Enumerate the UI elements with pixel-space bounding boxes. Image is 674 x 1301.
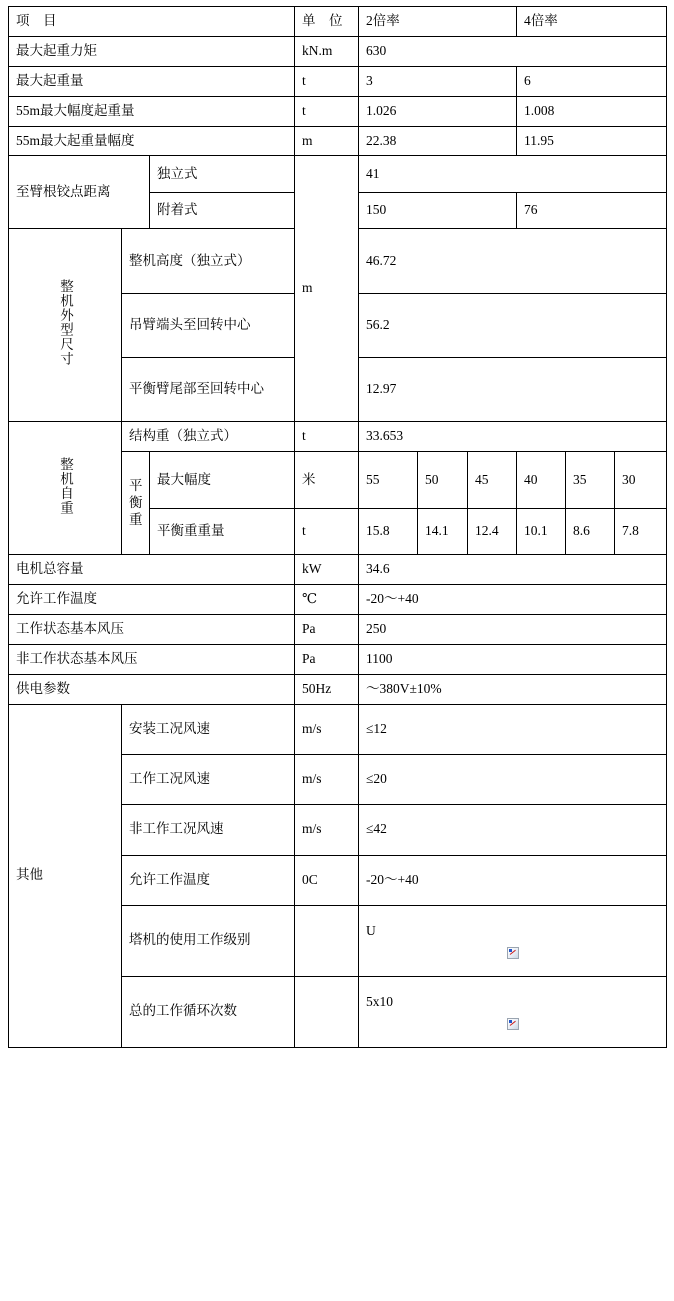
- row-label-max-moment: 最大起重力矩: [9, 36, 295, 66]
- cw-radius-3: 45: [468, 452, 517, 509]
- table-row: [9, 126, 667, 156]
- other-value-work-temp: -20～+40: [359, 855, 667, 905]
- table-row: [9, 36, 667, 66]
- row-unit-cw-weight: t: [295, 508, 359, 555]
- row-value-free-standing: 41: [359, 156, 667, 193]
- row-label-overall-dims: 整机外型尺寸: [9, 229, 122, 422]
- cw-weight-4: 10.1: [517, 508, 566, 555]
- other-value-nonworking-wind: ≤42: [359, 805, 667, 855]
- row-unit-power-supply: 50Hz: [295, 674, 359, 704]
- row-label-free-standing: 独立式: [150, 156, 295, 193]
- row-value-dim-height: 46.72: [359, 229, 667, 293]
- broken-image-icon: [507, 1018, 519, 1030]
- row-label-counterweight: 平衡重: [122, 452, 150, 555]
- row-unit-work-temp: ℃: [295, 585, 359, 615]
- other-value-work-class-text: U: [366, 923, 376, 939]
- table-row-header: [9, 7, 667, 37]
- row-unit-radius-55m: m: [295, 126, 359, 156]
- other-label-nonworking-wind: 非工作工况风速: [122, 805, 295, 855]
- row-label-other: 其他: [9, 704, 122, 1047]
- other-unit-install-wind: m/s: [295, 704, 359, 754]
- other-value-install-wind: ≤12: [359, 704, 667, 754]
- row-value-radius-55m-4x: 11.95: [517, 126, 667, 156]
- row-value-max-load-2x: 3: [359, 66, 517, 96]
- row-value-dim-jib: 56.2: [359, 293, 667, 357]
- row-value-load-55m-4x: 1.008: [517, 96, 667, 126]
- other-label-work-class: 塔机的使用工作级别: [122, 905, 295, 976]
- row-label-cw-weight: 平衡重重量: [150, 508, 295, 555]
- row-value-nonworking-wind: 1100: [359, 645, 667, 675]
- row-label-work-temp: 允许工作温度: [9, 585, 295, 615]
- other-unit-work-class: [295, 905, 359, 976]
- other-unit-nonworking-wind: m/s: [295, 805, 359, 855]
- other-value-total-cycles: [359, 976, 667, 1047]
- other-value-work-class: [359, 905, 667, 976]
- table-row: [9, 674, 667, 704]
- row-value-power-supply: ～380V±10%: [359, 674, 667, 704]
- row-unit-load-55m: t: [295, 96, 359, 126]
- row-label-structure-weight: 结构重（独立式）: [122, 422, 295, 452]
- row-label-nonworking-wind: 非工作状态基本风压: [9, 645, 295, 675]
- row-unit-working-wind: Pa: [295, 615, 359, 645]
- row-unit-max-radius: 米: [295, 452, 359, 509]
- table-row: [9, 645, 667, 675]
- row-value-max-load-4x: 6: [517, 66, 667, 96]
- row-value-structure-weight: 33.653: [359, 422, 667, 452]
- row-label-machine-weight: 整机自重: [9, 422, 122, 555]
- row-unit-motor-capacity: kW: [295, 555, 359, 585]
- other-value-total-cycles-text: 5x10: [366, 994, 393, 1010]
- row-unit-structure-weight: t: [295, 422, 359, 452]
- row-label-power-supply: 供电参数: [9, 674, 295, 704]
- cw-weight-1: 15.8: [359, 508, 418, 555]
- row-value-dim-counterjib: 12.97: [359, 358, 667, 422]
- broken-image-placeholder-row: [366, 944, 659, 958]
- row-unit-nonworking-wind: Pa: [295, 645, 359, 675]
- other-unit-working-wind: m/s: [295, 755, 359, 805]
- row-label-hinge-distance: 至臂根铰点距离: [9, 156, 150, 229]
- other-label-working-wind: 工作工况风速: [122, 755, 295, 805]
- cw-radius-5: 35: [566, 452, 615, 509]
- crane-specification-table: [8, 6, 667, 1048]
- cw-weight-5: 8.6: [566, 508, 615, 555]
- cw-weight-2: 14.1: [418, 508, 468, 555]
- row-unit-dims: m: [295, 156, 359, 422]
- cw-weight-3: 12.4: [468, 508, 517, 555]
- table-row: [9, 704, 667, 754]
- row-unit-max-moment: kN.m: [295, 36, 359, 66]
- cw-radius-1: 55: [359, 452, 418, 509]
- other-unit-total-cycles: [295, 976, 359, 1047]
- cw-weight-6: 7.8: [615, 508, 667, 555]
- other-value-working-wind: ≤20: [359, 755, 667, 805]
- row-label-attached: 附着式: [150, 192, 295, 229]
- broken-image-icon: [507, 947, 519, 959]
- table-row: [9, 555, 667, 585]
- row-value-attached-2x: 150: [359, 192, 517, 229]
- header-item: 项 目: [9, 7, 295, 37]
- row-label-max-load: 最大起重量: [9, 66, 295, 96]
- table-row: [9, 96, 667, 126]
- broken-image-placeholder-row: [366, 1015, 659, 1029]
- cw-radius-4: 40: [517, 452, 566, 509]
- row-label-max-radius: 最大幅度: [150, 452, 295, 509]
- row-value-work-temp: -20～+40: [359, 585, 667, 615]
- row-value-load-55m-2x: 1.026: [359, 96, 517, 126]
- header-unit: 单 位: [295, 7, 359, 37]
- row-label-radius-55m: 55m最大起重量幅度: [9, 126, 295, 156]
- cw-radius-2: 50: [418, 452, 468, 509]
- table-row: [9, 66, 667, 96]
- row-value-attached-4x: 76: [517, 192, 667, 229]
- other-label-total-cycles: 总的工作循环次数: [122, 976, 295, 1047]
- row-unit-max-load: t: [295, 66, 359, 96]
- other-unit-work-temp: 0C: [295, 855, 359, 905]
- row-value-motor-capacity: 34.6: [359, 555, 667, 585]
- row-label-dim-height: 整机高度（独立式）: [122, 229, 295, 293]
- row-value-radius-55m-2x: 22.38: [359, 126, 517, 156]
- row-value-max-moment: 630: [359, 36, 667, 66]
- cw-radius-6: 30: [615, 452, 667, 509]
- table-row: [9, 156, 667, 193]
- row-value-working-wind: 250: [359, 615, 667, 645]
- header-4x: 4倍率: [517, 7, 667, 37]
- row-label-working-wind: 工作状态基本风压: [9, 615, 295, 645]
- row-label-motor-capacity: 电机总容量: [9, 555, 295, 585]
- other-label-install-wind: 安装工况风速: [122, 704, 295, 754]
- table-row: [9, 585, 667, 615]
- row-label-load-55m: 55m最大幅度起重量: [9, 96, 295, 126]
- row-label-dim-counterjib: 平衡臂尾部至回转中心: [122, 358, 295, 422]
- table-row: [9, 615, 667, 645]
- table-row: [9, 422, 667, 452]
- row-label-dim-jib: 吊臂端头至回转中心: [122, 293, 295, 357]
- header-2x: 2倍率: [359, 7, 517, 37]
- other-label-work-temp: 允许工作温度: [122, 855, 295, 905]
